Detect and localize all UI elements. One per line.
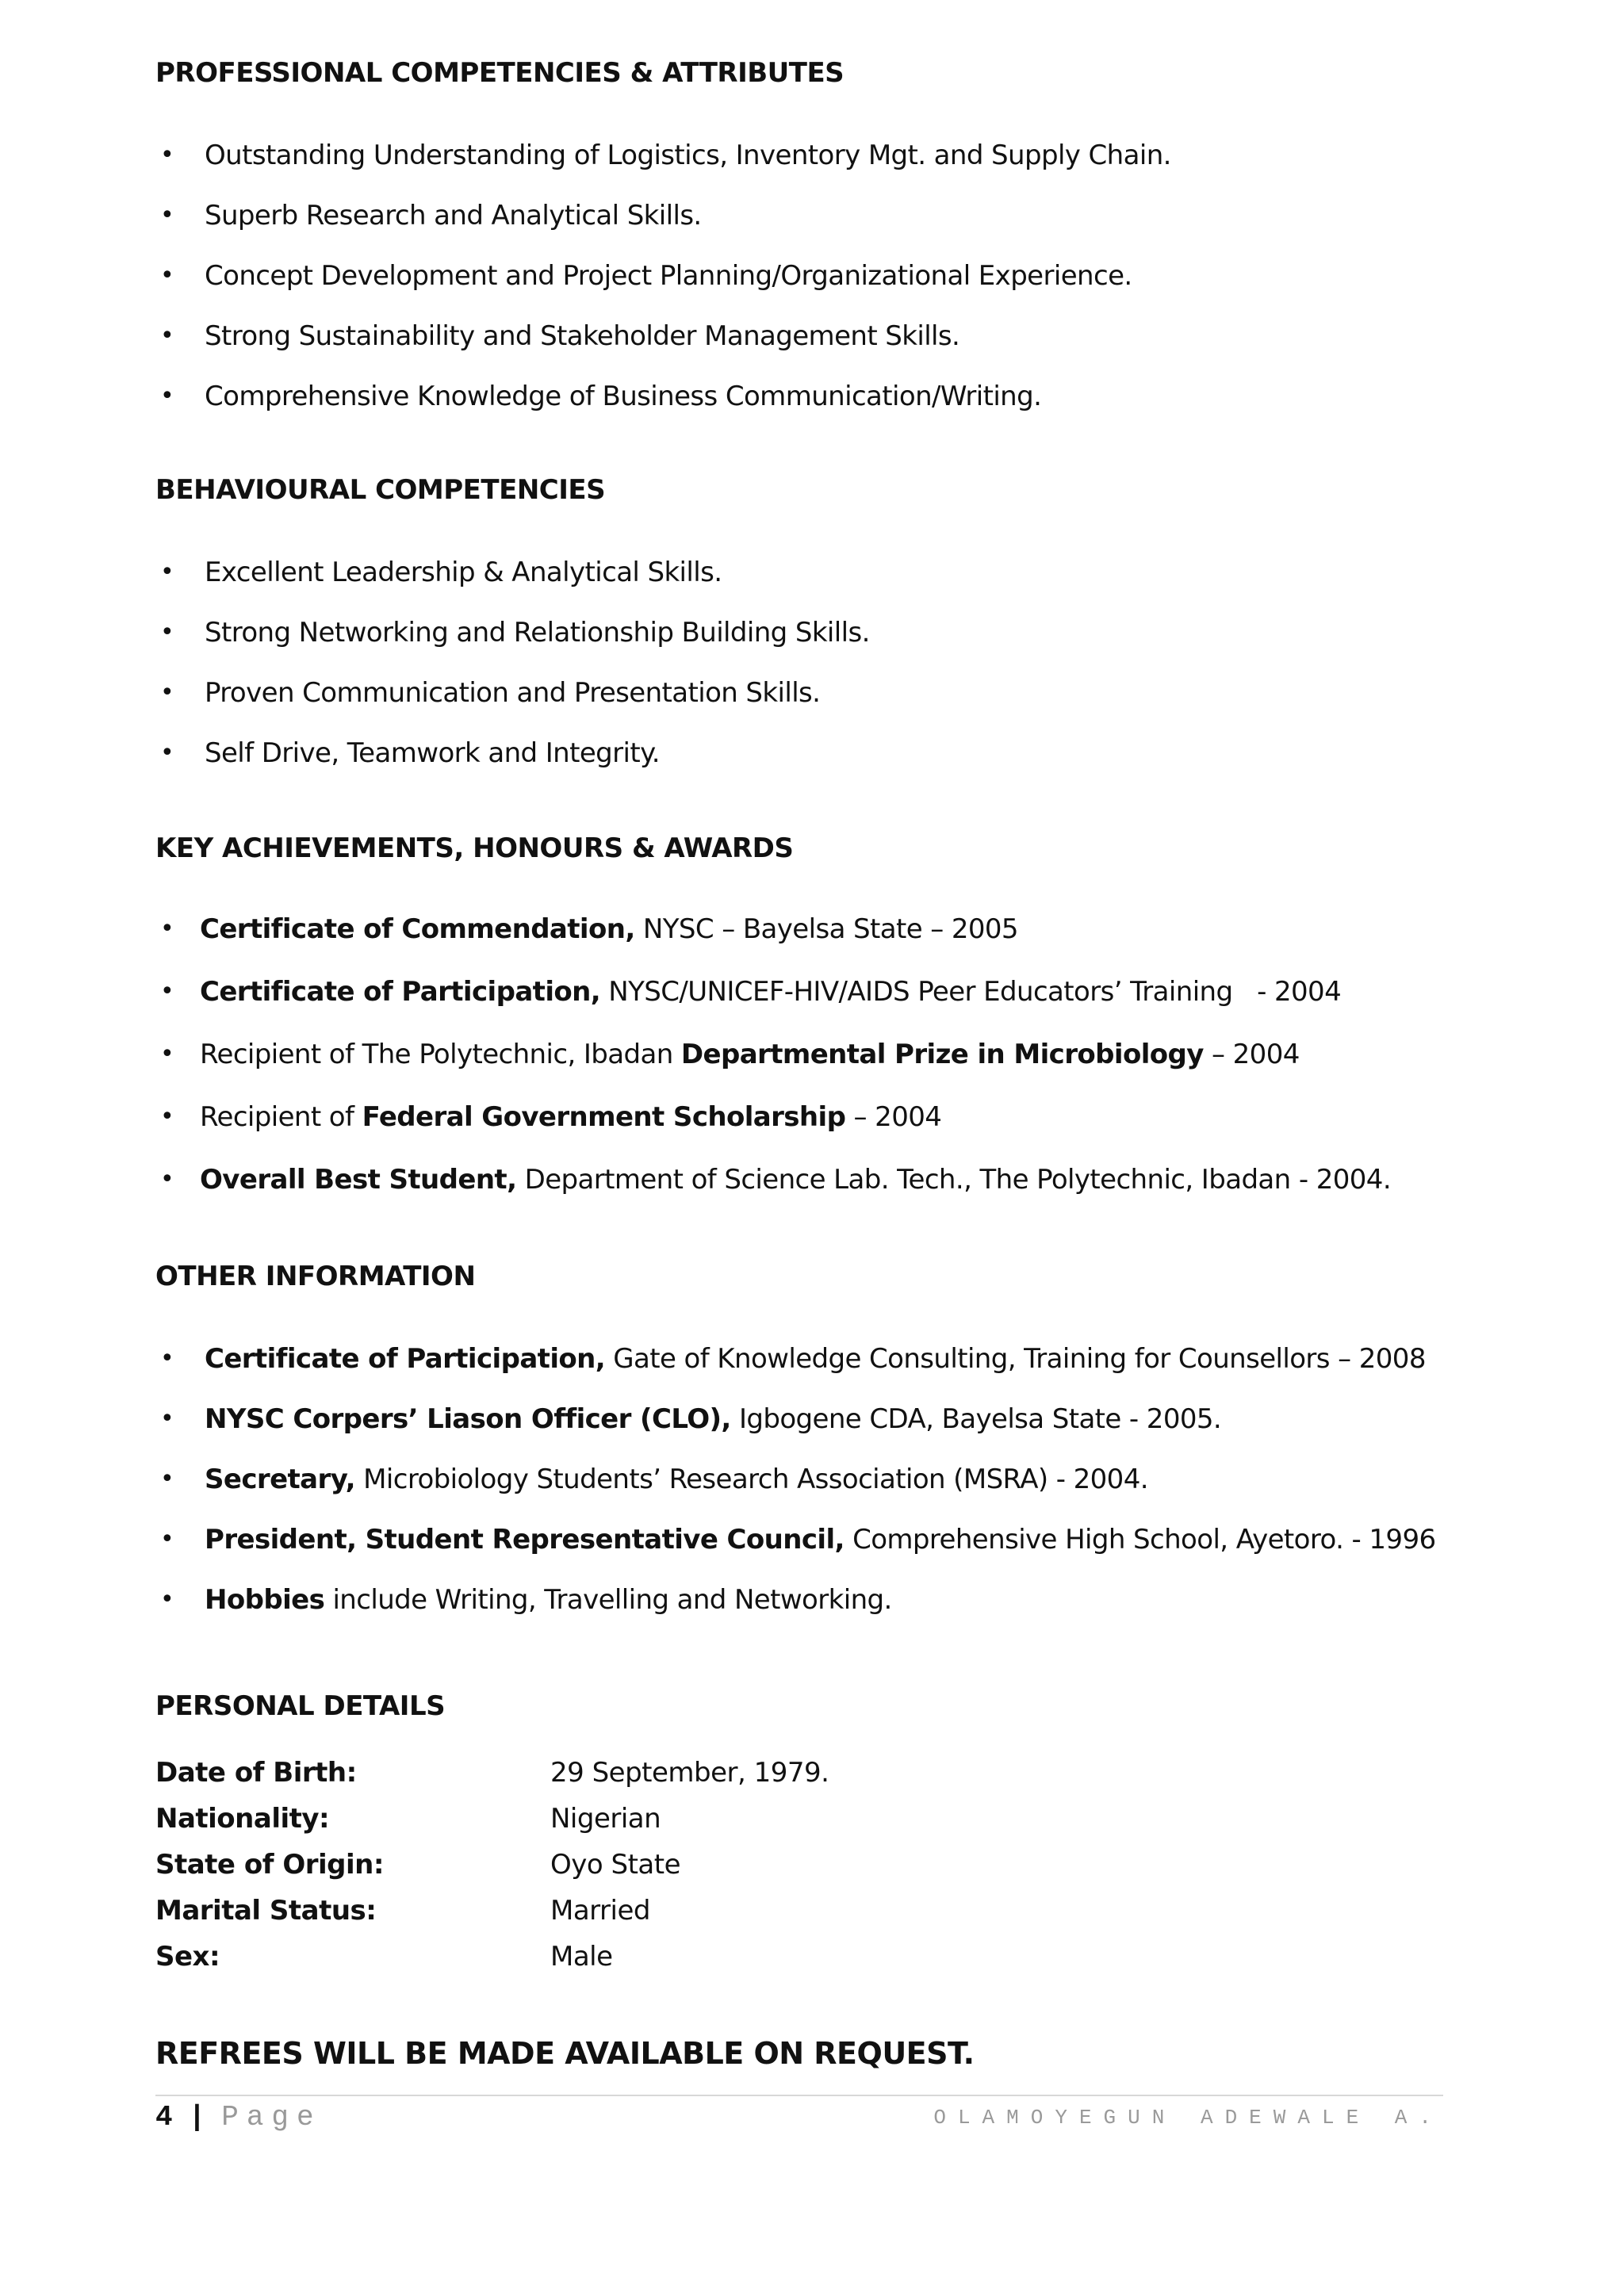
page-separator: | bbox=[188, 2101, 214, 2133]
list-item: • Recipient of The Polytechnic, Ibadan Departmental Prize in Microbiology – 2004 bbox=[160, 1039, 1300, 1070]
achievements-list bbox=[155, 912, 1391, 1225]
bullet-icon: • bbox=[160, 915, 174, 943]
list-item: • Excellent Leadership & Analytical Skills. bbox=[160, 557, 722, 588]
behavioural-heading: BEHAVIOURAL COMPETENCIES bbox=[155, 474, 606, 506]
list-item: • Hobbies include Writing, Travelling and Networking. bbox=[160, 1584, 892, 1616]
list-item: • President, Student Representative Council, Comprehensive High School, Ayetoro. - 1996 bbox=[160, 1524, 1436, 1556]
page-label: Page bbox=[221, 2101, 322, 2133]
list-item: • Certificate of Participation, Gate of Knowledge Consulting, Training for Counsellors – 2008 bbox=[160, 1343, 1426, 1375]
professional-list bbox=[155, 138, 1171, 439]
bullet-icon: • bbox=[160, 739, 174, 767]
bullet-icon: • bbox=[160, 1465, 174, 1493]
bullet-icon: • bbox=[160, 382, 174, 410]
list-item: • Strong Networking and Relationship Building Skills. bbox=[160, 617, 870, 649]
bullet-icon: • bbox=[160, 262, 174, 289]
professional-heading: PROFESSIONAL COMPETENCIES & ATTRIBUTES bbox=[155, 57, 845, 89]
list-item: • Concept Development and Project Planning/Organizational Experience. bbox=[160, 260, 1132, 292]
table-row: Sex: Male bbox=[155, 1941, 613, 1973]
bullet-icon: • bbox=[160, 1040, 174, 1068]
bullet-icon: • bbox=[160, 1103, 174, 1131]
bullet-icon: • bbox=[160, 679, 174, 706]
behavioural-list bbox=[155, 555, 870, 796]
bullet-icon: • bbox=[160, 558, 174, 586]
list-item: • Comprehensive Knowledge of Business Communication/Writing. bbox=[160, 381, 1042, 412]
bullet-icon: • bbox=[160, 1586, 174, 1613]
other-info-heading: OTHER INFORMATION bbox=[155, 1261, 476, 1292]
list-item: • Certificate of Participation, NYSC/UNICEF-HIV/AIDS Peer Educators’ Training - 2004 bbox=[160, 976, 1342, 1008]
achievements-heading: KEY ACHIEVEMENTS, HONOURS & AWARDS bbox=[155, 832, 794, 864]
table-row: Date of Birth: 29 September, 1979. bbox=[155, 1757, 829, 1789]
bullet-icon: • bbox=[160, 1165, 174, 1193]
footer-divider bbox=[155, 2095, 1443, 2096]
referees-note: REFREES WILL BE MADE AVAILABLE ON REQUEST. bbox=[155, 2036, 975, 2071]
list-item: • Strong Sustainability and Stakeholder Management Skills. bbox=[160, 320, 960, 352]
personal-details-table bbox=[155, 1754, 829, 1984]
list-item: • Self Drive, Teamwork and Integrity. bbox=[160, 737, 660, 769]
list-item: • Proven Communication and Presentation Skills. bbox=[160, 677, 821, 709]
bullet-icon: • bbox=[160, 1525, 174, 1553]
bullet-icon: • bbox=[160, 141, 174, 169]
other-info-list bbox=[155, 1341, 1436, 1643]
list-item: • Outstanding Understanding of Logistics, Inventory Mgt. and Supply Chain. bbox=[160, 140, 1171, 171]
list-item: • NYSC Corpers’ Liason Officer (CLO), Igbogene CDA, Bayelsa State - 2005. bbox=[160, 1403, 1222, 1435]
list-item: • Secretary, Microbiology Students’ Research Association (MSRA) - 2004. bbox=[160, 1464, 1148, 1495]
list-item: • Recipient of Federal Government Scholarship – 2004 bbox=[160, 1101, 942, 1133]
bullet-icon: • bbox=[160, 1345, 174, 1372]
page-indicator bbox=[155, 2101, 322, 2133]
bullet-icon: • bbox=[160, 618, 174, 646]
list-item: • Overall Best Student, Department of Science Lab. Tech., The Polytechnic, Ibadan - 2004. bbox=[160, 1164, 1392, 1196]
bullet-icon: • bbox=[160, 201, 174, 229]
footer-author: OLAMOYEGUN ADEWALE A. bbox=[933, 2106, 1443, 2130]
table-row: State of Origin: Oyo State bbox=[155, 1849, 680, 1881]
list-item: • Certificate of Commendation, NYSC – Bayelsa State – 2005 bbox=[160, 913, 1018, 945]
page-number: 4 bbox=[155, 2101, 181, 2133]
bullet-icon: • bbox=[160, 1405, 174, 1433]
bullet-icon: • bbox=[160, 322, 174, 350]
bullet-icon: • bbox=[160, 978, 174, 1005]
list-item: • Superb Research and Analytical Skills. bbox=[160, 200, 702, 232]
table-row: Marital Status: Married bbox=[155, 1895, 650, 1927]
table-row: Nationality: Nigerian bbox=[155, 1803, 661, 1835]
personal-details-heading: PERSONAL DETAILS bbox=[155, 1690, 446, 1722]
